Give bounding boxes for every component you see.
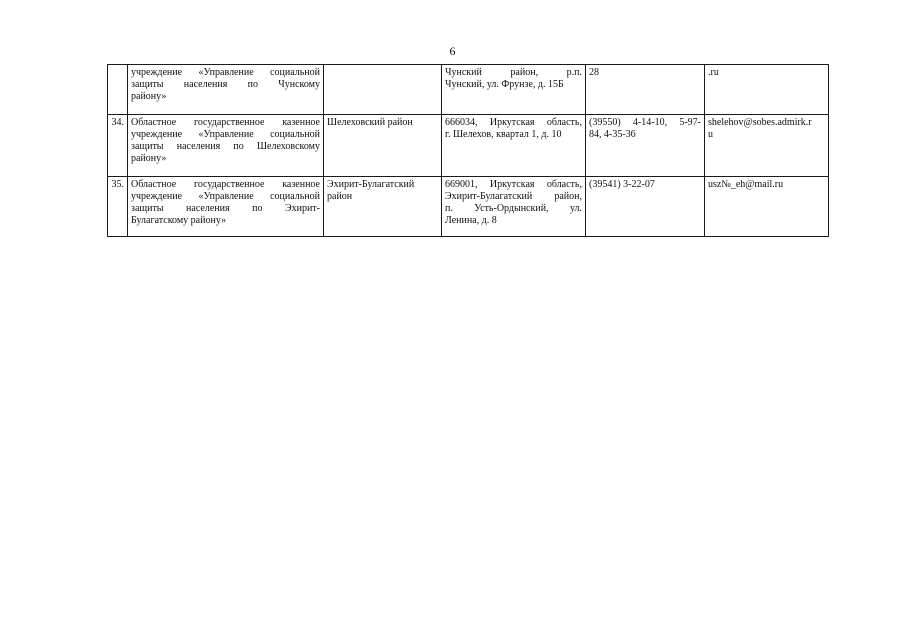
phone-line: 84, 4-35-36	[589, 129, 636, 140]
phone	[586, 115, 705, 177]
email-line: u	[708, 129, 713, 140]
organization-name-line: защиты населения по Эхирит-	[131, 203, 320, 214]
address-line: п. Усть-Ордынский, ул.	[445, 203, 582, 214]
organization-name-line: Областное государственное казенное	[131, 179, 320, 190]
organization-name-line: Областное государственное казенное	[131, 117, 320, 128]
organization-name-line: учреждение «Управление социальной	[131, 67, 320, 78]
organization-name-line: защиты населения по Чунскому	[131, 79, 320, 90]
organization-name-line: району»	[131, 91, 167, 102]
organization-name	[128, 65, 324, 115]
email-line: usz№_eh@mail.ru	[708, 179, 784, 190]
organization-name-line: району»	[131, 153, 167, 164]
organization-name-line: защиты населения по Шелеховскому	[131, 141, 320, 152]
district: Шелеховский район	[324, 115, 442, 177]
table-row	[108, 65, 829, 115]
email-line: shelehov@sobes.admirk.r	[708, 117, 812, 128]
address-line: Эхирит-Булагатский район,	[445, 191, 582, 202]
page-number: 6	[449, 44, 456, 58]
row-number: 35.	[108, 177, 128, 237]
district	[324, 65, 442, 115]
address-line: г. Шелехов, квартал 1, д. 10	[445, 129, 562, 140]
address	[442, 115, 586, 177]
email	[705, 177, 829, 237]
phone-line: 28	[589, 67, 599, 78]
row-number	[108, 65, 128, 115]
organization-name-line: Булагатскому району»	[131, 215, 227, 226]
organization-name	[128, 115, 324, 177]
address-line: 669001, Иркутская область,	[445, 179, 582, 190]
table-row	[108, 177, 829, 237]
email	[705, 115, 829, 177]
phone	[586, 177, 705, 237]
email-line: .ru	[708, 67, 719, 78]
row-number: 34.	[108, 115, 128, 177]
email	[705, 65, 829, 115]
phone	[586, 65, 705, 115]
institutions-table	[107, 64, 829, 237]
organization-name	[128, 177, 324, 237]
district: Эхирит-Булагатский район	[324, 177, 442, 237]
address	[442, 177, 586, 237]
table-row	[108, 115, 829, 177]
phone-line: (39550) 4-14-10, 5-97-	[589, 117, 701, 128]
organization-name-line: учреждение «Управление социальной	[131, 191, 320, 202]
organization-name-line: учреждение «Управление социальной	[131, 129, 320, 140]
phone-line: (39541) 3-22-07	[589, 179, 655, 190]
address	[442, 65, 586, 115]
address-line: Ленина, д. 8	[445, 215, 497, 226]
address-line: Чунский, ул. Фрунзе, д. 15Б	[445, 79, 564, 90]
address-line: 666034, Иркутская область,	[445, 117, 582, 128]
address-line: Чунский район, р.п.	[445, 67, 582, 78]
